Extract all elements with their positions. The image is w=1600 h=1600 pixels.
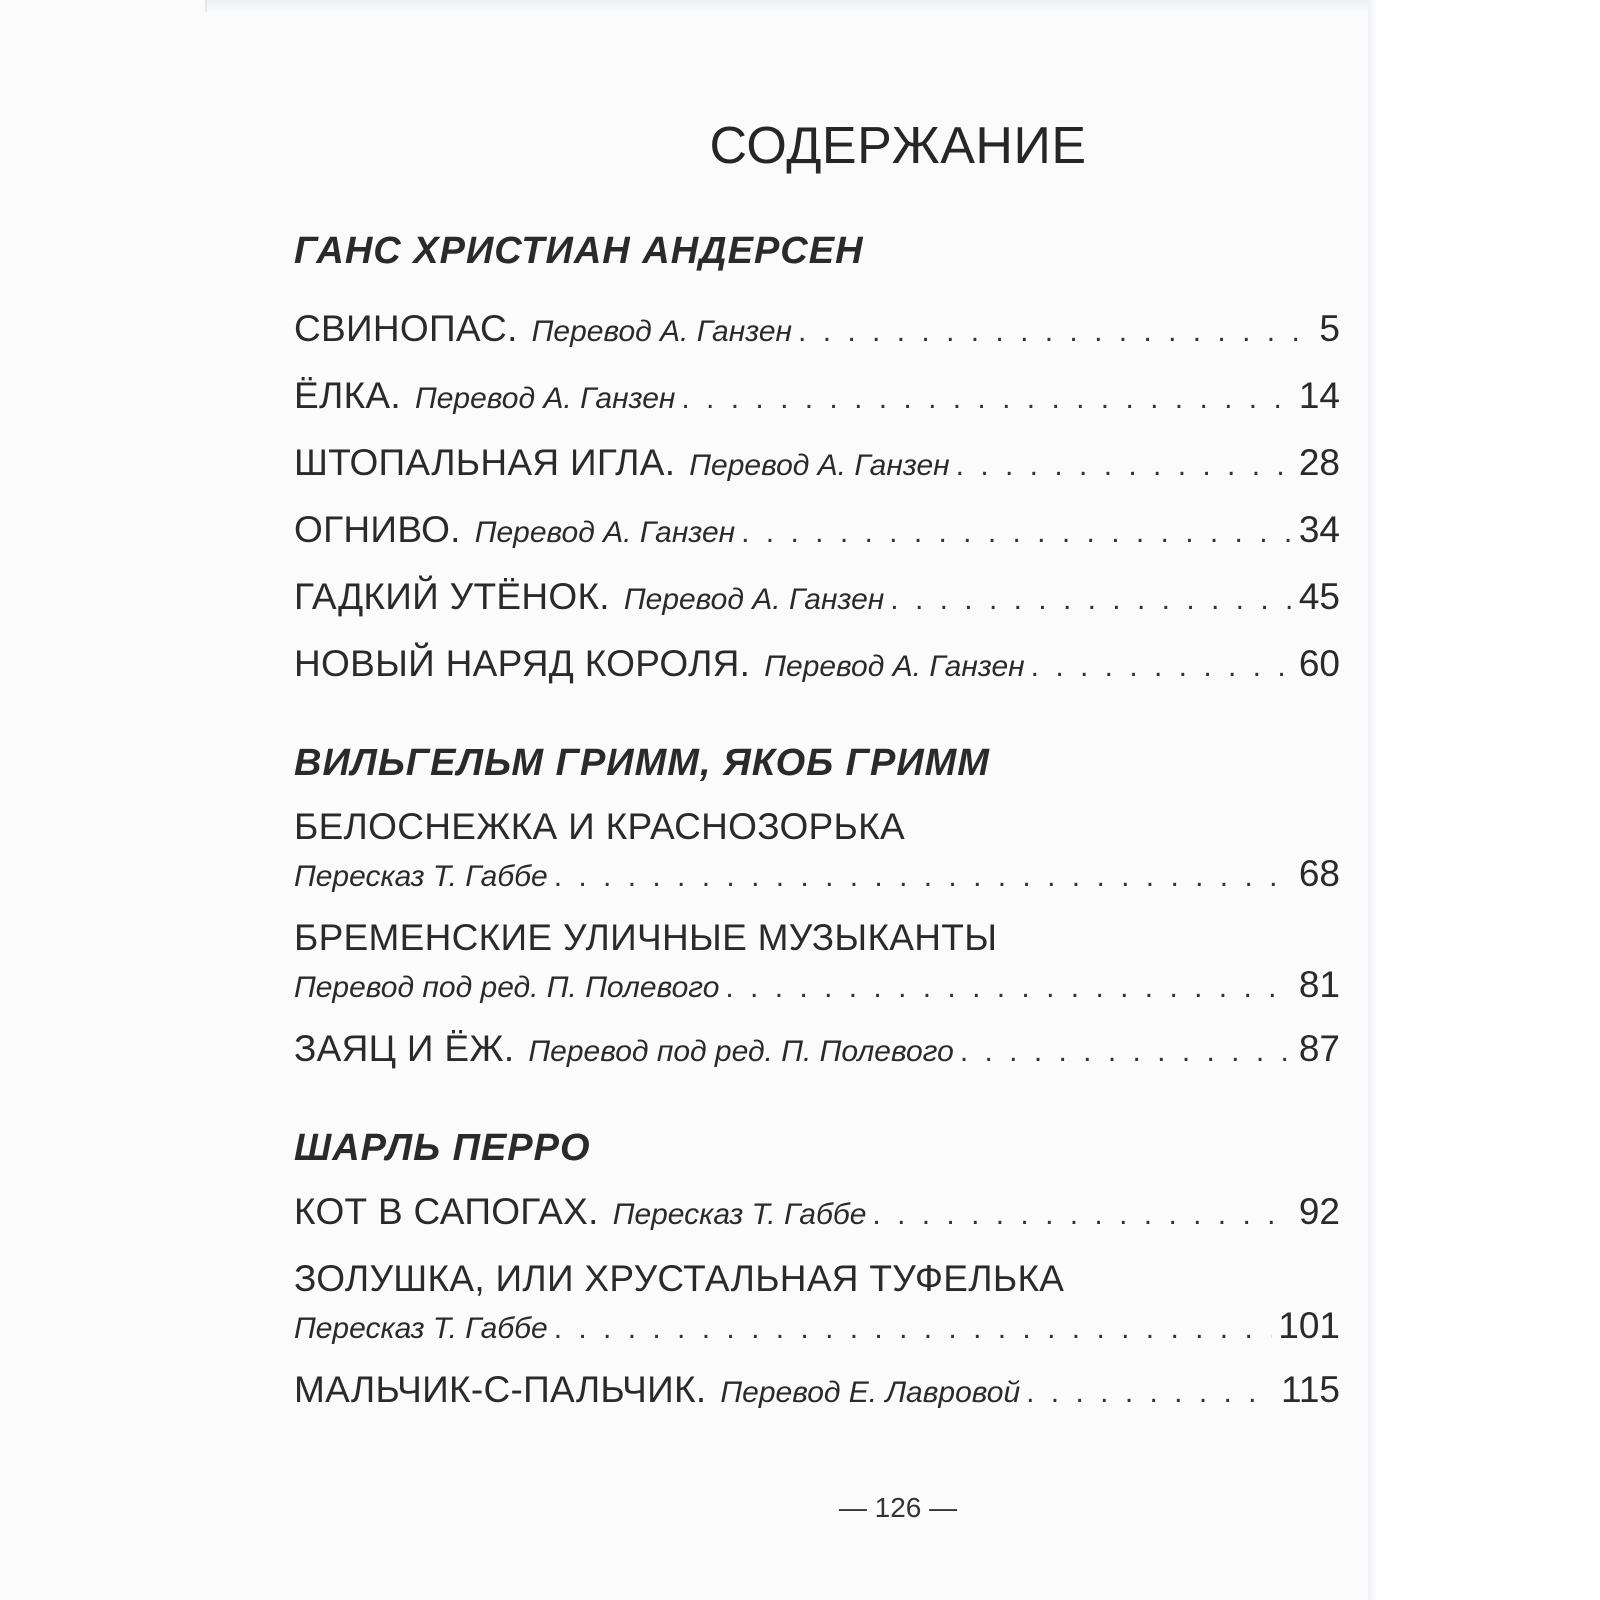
story-translator: Перевод А. Ганзен [689,449,950,482]
leader-dots [890,575,1293,625]
story-title: ЁЛКА. [294,375,401,416]
leader-dots [956,441,1293,491]
section-author-andersen: ГАНС ХРИСТИАН АНДЕРСЕН [294,230,864,272]
toc-entry[interactable] [294,438,1340,491]
story-title[interactable]: БРЕМЕНСКИЕ УЛИЧНЫЕ МУЗЫКАНТЫ [294,917,998,958]
leader-dots [798,307,1313,357]
page-ref: 87 [1298,1028,1340,1069]
story-translator: Перевод под ред. П. Полевого [528,1035,954,1068]
section-author-perrault: ШАРЛЬ ПЕРРО [294,1127,591,1169]
story-translator: Перевод А. Ганзен [764,650,1025,683]
toc-entry[interactable] [294,1024,1340,1077]
toc-entry[interactable] [294,639,1340,692]
story-title: ОГНИВО. [294,509,461,550]
page-title: СОДЕРЖАНИЕ [709,117,1087,175]
leader-dots [554,1307,1273,1351]
page-ref: 28 [1298,442,1340,483]
page-ref: 68 [1298,853,1340,894]
story-translator: Перевод Е. Лавровой [720,1376,1021,1409]
page-edge [1368,0,1600,1600]
story-title: ШТОПАЛЬНАЯ ИГЛА. [294,442,676,483]
leader-dots [554,855,1293,899]
story-title[interactable]: БЕЛОСНЕЖКА И КРАСНОЗОРЬКА [294,806,905,847]
story-translator: Перевод А. Ганзен [415,382,676,415]
leader-dots [681,374,1292,424]
section-author-grimm: ВИЛЬГЕЛЬМ ГРИММ, ЯКОБ ГРИММ [294,742,990,784]
story-translator: Перевод А. Ганзен [623,583,885,616]
toc-entry[interactable] [294,1365,1340,1418]
page-shadow [205,0,1368,12]
page-ref: 115 [1281,1369,1340,1410]
story-title[interactable]: ЗОЛУШКА, ИЛИ ХРУСТАЛЬНАЯ ТУФЕЛЬКА [294,1258,1065,1299]
story-title: МАЛЬЧИК-С-ПАЛЬЧИК. [294,1369,707,1410]
table-of-contents [294,226,1340,1418]
leader-dots [741,508,1293,558]
toc-entry[interactable] [294,572,1340,625]
page-ref: 45 [1298,576,1340,617]
page-ref: 92 [1298,1191,1340,1232]
leader-dots [872,1190,1292,1240]
toc-entry[interactable] [294,852,1340,899]
story-translator: Перевод А. Ганзен [474,516,736,549]
page-number: — 126 — [838,1492,958,1523]
page-ref: 34 [1298,509,1340,550]
story-title: НОВЫЙ НАРЯД КОРОЛЯ. [294,643,751,684]
story-translator: Пересказ Т. Габбе [294,860,548,893]
leader-dots [960,1027,1293,1077]
toc-entry[interactable] [294,1304,1340,1351]
story-title: ГАДКИЙ УТЁНОК. [294,576,610,617]
toc-entry[interactable] [294,505,1340,558]
story-translator: Пересказ Т. Габбе [612,1198,867,1231]
page-ref: 5 [1319,308,1340,349]
story-title: СВИНОПАС. [294,308,518,349]
leader-dots [1026,1368,1275,1418]
toc-entry[interactable] [294,304,1340,357]
page-shadow-left [205,0,207,12]
toc-entry[interactable] [294,1187,1340,1240]
toc-entry[interactable] [294,371,1340,424]
story-translator: Перевод под ред. П. Полевого [294,971,720,1004]
page-ref: 81 [1298,964,1340,1005]
leader-dots [1031,642,1293,692]
toc-entry[interactable] [294,963,1340,1010]
story-translator: Пересказ Т. Габбе [294,1312,548,1345]
story-title: КОТ В САПОГАХ. [294,1191,599,1232]
story-title: ЗАЯЦ И ЁЖ. [294,1028,515,1069]
page-ref: 14 [1298,375,1340,416]
leader-dots [725,966,1292,1010]
page-ref: 101 [1278,1305,1340,1346]
story-translator: Перевод А. Ганзен [531,315,793,348]
page-ref: 60 [1298,643,1340,684]
